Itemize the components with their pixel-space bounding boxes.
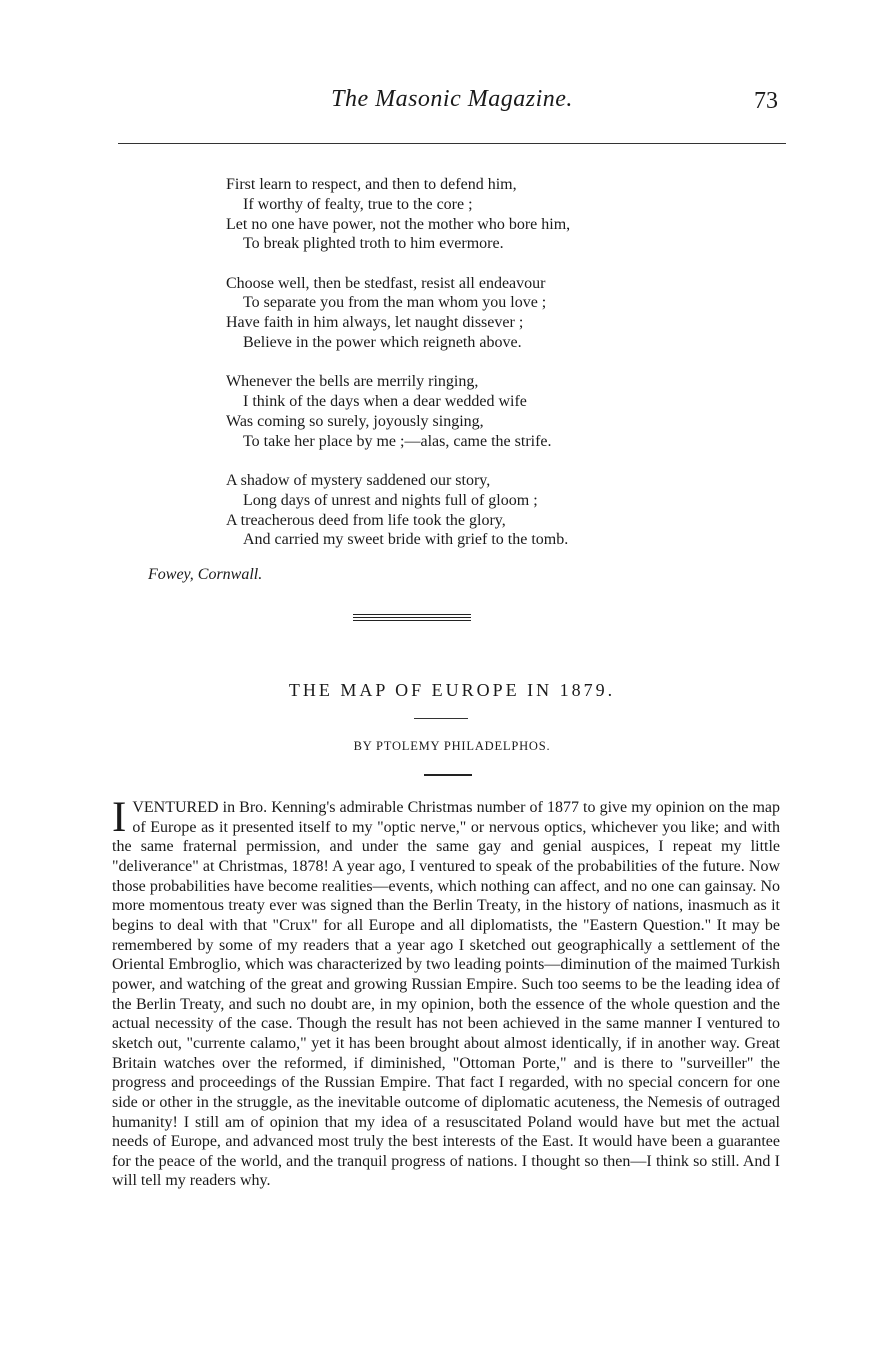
poem-line: Let no one have power, not the mother who bore him, (226, 215, 571, 233)
page-number: 73 (754, 88, 778, 114)
poem-stanza (226, 372, 746, 451)
poem-line: If worthy of fealty, true to the core ; (243, 195, 473, 213)
poem-stanza (226, 471, 746, 550)
poem-line: And carried my sweet bride with grief to the tomb. (243, 531, 569, 549)
article-body (112, 794, 780, 1191)
poem-line: A treacherous deed from life took the glory, (226, 511, 506, 529)
poem-line: To separate you from the man whom you love ; (243, 294, 547, 312)
poem-line: Long days of unrest and nights full of gloom ; (243, 491, 538, 509)
poem-line: I think of the days when a dear wedded wife (243, 393, 527, 411)
drop-cap: I (112, 794, 127, 841)
poem-line: A shadow of mystery saddened our story, (226, 472, 491, 490)
poem-line: To take her place by me ;—alas, came the strife. (243, 432, 552, 450)
poem-line: Believe in the power which reigneth above. (243, 334, 522, 352)
article-body-text: VENTURED in Bro. Kenning's admirable Christmas number of 1877 to give my opinion on the map of Europe as it presented itself to my "optic nerve," or nervous optics, whichever you like; and with the same fraternal permission, and under the same gay and genial auspices, I repeat my little "deliverance" at Christmas, 1878! A year ago, I ventured to speak of the probabilities of the future. Now those probabilities have become realities—events, which nothing can affect, and no one can gainsay. No more momentous treaty ever was signed than the Berlin Treaty, in the history of nations, inasmuch as it begins to deal with that "Crux" for all Europe and all diplomatists, the "Eastern Question." It may be remembered by some of my readers that a year ago I sketched out geographically a settlement of the Oriental Embroglio, which was characterized by two leading points—diminution of the maimed Turkish power, and watching of the great and growing Russian Empire. Such too seems to be the leading idea of the Berlin Treaty, and such no doubt are, in my opinion, both the essence of the whole question and the actual necessity of the case. Though the result has not been achieved in the same manner I ventured to sketch out, "currente calamo," yet it has been brought about almost identically, if in another way. Great Britain watches over the reformed, if diminished, "Ottoman Porte," and is there to "surveiller" the progress and proceedings of the Russian Empire. That fact I regarded, with no special concern for one side or other in the struggle, as the inevitable outcome of diplomatic acuteness, the Nemesis of outraged humanity! I still am of opinion that my idea of a resuscitated Poland would have but met the actual needs of Europe, and advanced most truly the best interests of the East. It would have been a guarantee for the peace of the world, and the tranquil progress of nations. I thought so then—I think so still. And I will tell my readers why. (112, 799, 780, 1190)
running-title: The Masonic Magazine. (331, 86, 573, 112)
poem-stanza (226, 274, 746, 353)
poem-line: Choose well, then be stedfast, resist all endeavour (226, 274, 546, 292)
header-rule (118, 143, 786, 144)
poem-line: To break plighted troth to him evermore. (243, 235, 504, 253)
poem-signoff: Fowey, Cornwall. (148, 566, 263, 583)
poem-line: Have faith in him always, let naught dissever ; (226, 314, 524, 332)
poem (226, 175, 746, 570)
poem-line: Whenever the bells are merrily ringing, (226, 373, 479, 391)
poem-stanza (226, 175, 746, 254)
article-title: THE MAP OF EUROPE IN 1879. (288, 680, 616, 700)
byline-rule (424, 774, 472, 776)
poem-line: Was coming so surely, joyously singing, (226, 412, 484, 430)
poem-line: First learn to respect, and then to defend him, (226, 176, 517, 193)
page-header (118, 86, 786, 126)
title-rule (414, 718, 468, 719)
section-divider (353, 614, 471, 623)
article-byline: BY PTOLEMY PHILADELPHOS. (353, 739, 551, 753)
